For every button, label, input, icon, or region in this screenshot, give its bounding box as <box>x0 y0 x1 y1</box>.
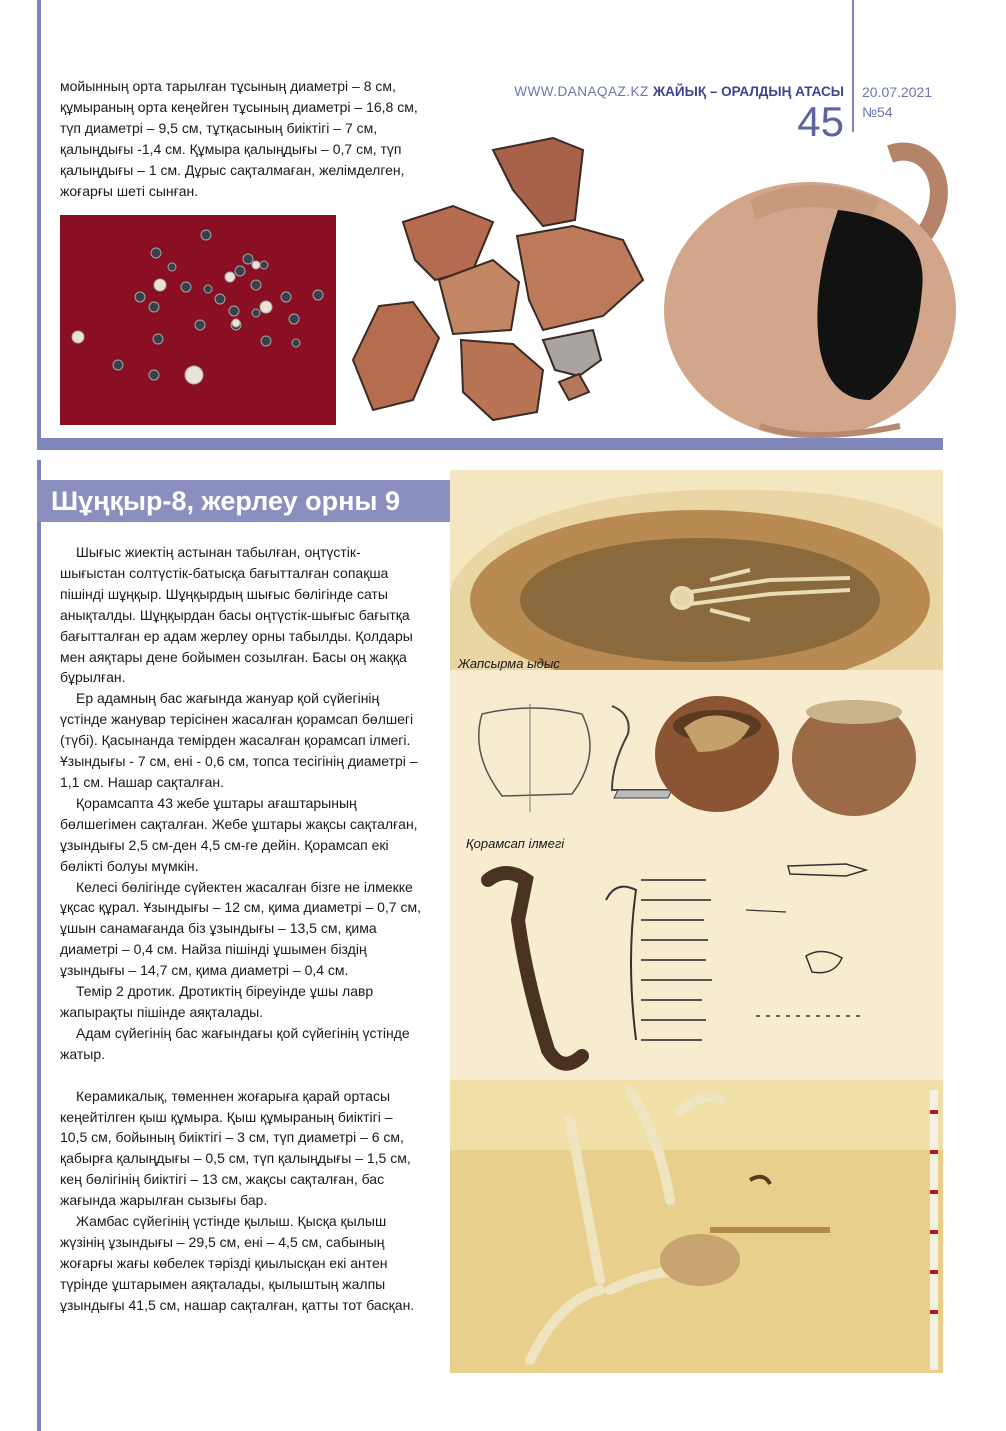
beads-photo <box>60 215 336 425</box>
issue-date: 20.07.2021 <box>862 84 933 100</box>
clay-jug-photo <box>660 130 960 440</box>
text-line: түп диаметрі – 9,5 см, тұтқасының биіктігі – 7 см, <box>60 120 378 136</box>
paragraph: Керамикалық, төменнен жоғарыға қарай ортасы кеңейтілген қыш құмыра. Қыш құмыраның биіктігі – 10,5 см, бойының биіктігі – 3 см, түп диаметрі – 6 см, қабырға қалыңдығы – 0,5 см, түп қалыңдығы – 1,5 см, кең бөлігінің биіктігі – 13 см, жақсы сақталған, бас жағында жарылған сызығы бар. <box>60 1087 411 1209</box>
page-number: 45 <box>797 98 844 145</box>
site-url[interactable]: WWW.DANAQAZ.KZ <box>514 84 649 99</box>
paragraph: Келесі бөлігінде сүйектен жасалған бізге не ілмекке ұқсас құрал. Ұзындығы – 12 см, қима диаметрі – 0,7 см, ұшын санамағанда біз ұзындығы – 13,5 см, қима диаметрі – 0,4 см. Найза пішінді ұшымен біздің ұзындығы – 14,7 см, қима диаметрі – 0,4 см. <box>60 878 421 979</box>
measuring-scale <box>930 1090 938 1370</box>
quiver-hook-figures <box>466 860 942 1080</box>
vessel-caption: Жапсырма ыдыс <box>458 656 560 671</box>
text-line: қалыңдығы -1,4 см. Құмыра қалыңдығы – 0,7 см, түп <box>60 141 402 157</box>
text-line: жоғарғы шеті сынған. <box>60 183 199 199</box>
vessel-figures <box>462 694 942 824</box>
burial-pit-photo <box>450 470 943 670</box>
paragraph: Шығыс жиектің астынан табылған, оңтүстік-шығыстан солтүстік-батысқа бағытталған сопақша пішінді шұңқыр. Шұңқырдың шығыс бөлігінде саты анықталды. Шұңқырдан басы оңтүстік-шығыс бағытқа бағытталған ер адам жерлеу орны табылды. Қолдары мен аяқтары дене бойымен созылған. Басы оң жаққа бұрылған. <box>60 544 413 686</box>
paragraph: Жамбас сүйегінің үстінде қылыш. Қысқа қылыш жүзінің ұзындығы – 29,5 см, ені – 4,5 см, сабының жоғарғы жағы көбелек тәрізді қиылысқан екі антен түрінде ұштарымен аяқталады, қылыштың жалпы ұзындығы 41,5 см, нашар сақталған, қатты тот басқан. <box>60 1213 415 1313</box>
paragraph: Қорамсапта 43 жебе ұштары ағаштарының бөлшегімен сақталған. Жебе ұштары жақсы сақталған, ұзындығы 2,5 см-ден 4,5 см-ге дейін. Қорамсап екі бөлікті болуы мүмкін. <box>60 794 418 874</box>
paragraph: Ер адамның бас жағында жануар қой сүйегінің үстінде жанувар терісінен жасалған қорамсап бөлшегі (түбі). Қасынанда темірден жасалған қорамсап ілмегі. Ұзындығы - 7 см, ені - 0,6 см, топса тесігінің диаметрі – 1,1 см. Нашар сақталған. <box>60 690 418 790</box>
paragraph-gap <box>60 1065 422 1086</box>
issue-number: №54 <box>862 104 893 120</box>
paragraph: Адам сүйегінің бас жағындағы қой сүйегінің үстінде жатыр. <box>60 1024 410 1062</box>
text-line: мойынның орта тарылған тұсының диаметрі – 8 см, <box>60 78 396 94</box>
left-rule-lower <box>37 460 41 1431</box>
pottery-sherds-photo <box>343 130 663 430</box>
skeleton-detail-photo <box>450 1080 943 1373</box>
quiver-hook-caption: Қорамсап ілмегі <box>466 836 565 851</box>
text-line: құмыраның орта кеңейген тұсының диаметрі – 16,8 см, <box>60 99 418 115</box>
left-rule <box>37 0 41 450</box>
section-title: Шұңқыр-8, жерлеу орны 9 <box>37 480 467 522</box>
paragraph: Темір 2 дротик. Дротиктің біреуінде ұшы лавр жапырақты пішінде аяқталады. <box>60 983 374 1020</box>
article-body <box>60 542 422 1316</box>
publication-title: ЖАЙЫҚ – ОРАЛДЫҢ АТАСЫ <box>652 84 844 99</box>
header-rule <box>852 0 854 132</box>
masthead <box>492 84 844 99</box>
text-line: қалыңдығы – 1 см. Дұрыс сақталмаған, желімделген, <box>60 162 405 178</box>
